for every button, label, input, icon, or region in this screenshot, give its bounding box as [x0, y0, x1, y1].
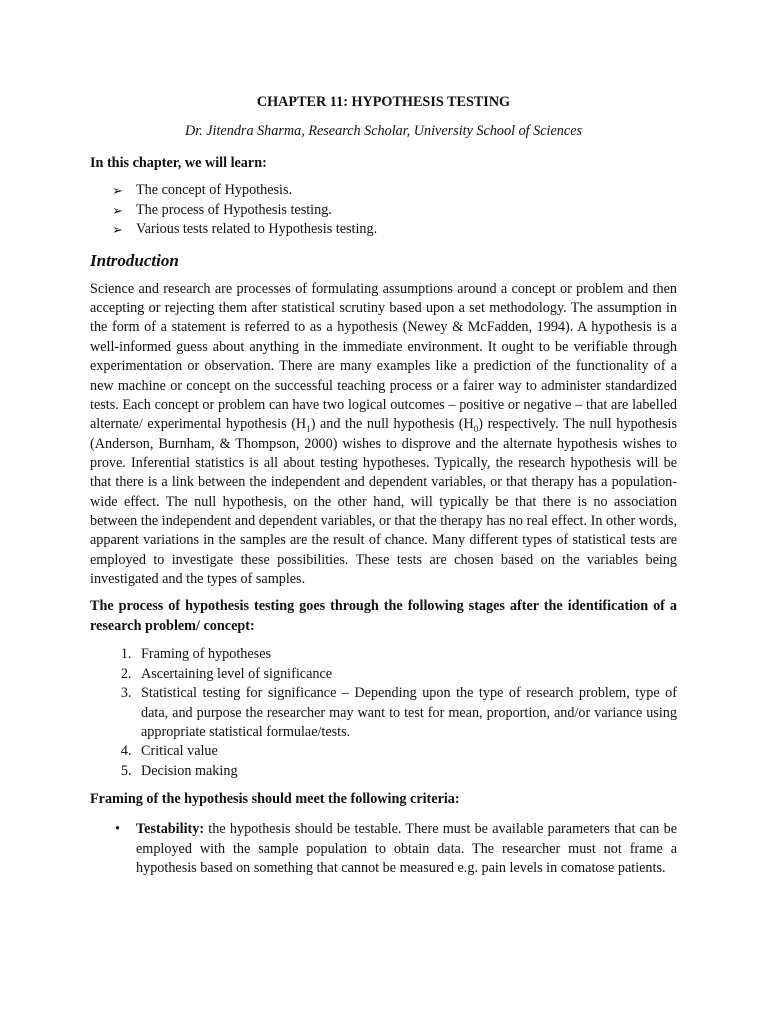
chapter-title: CHAPTER 11: HYPOTHESIS TESTING — [256, 94, 511, 110]
author-line: Dr. Jitendra Sharma, Research Scholar, University School of Sciences — [184, 123, 583, 139]
learn-heading: In this chapter, we will learn: — [90, 155, 267, 171]
criteria-text: the hypothesis should be testable. There must be available parameters that can be employed with the sample population to obtain data. The researcher must not frame a hypothesis based on something that cannot be measured e.g. pain levels in comatose patients. — [136, 821, 677, 876]
list-item — [112, 201, 677, 221]
arrow-bullet-icon: ➢ — [112, 183, 123, 198]
learn-item-text: Various tests related to Hypothesis testing. — [136, 221, 378, 238]
list-item: 5. Decision making — [135, 762, 677, 781]
learn-list — [90, 181, 677, 240]
intro-text-part2: ) and the null hypothesis (H — [310, 416, 474, 433]
bullet-icon: • — [115, 821, 120, 838]
intro-text-part1: Science and research are processes of formulating assumptions around a concept or problem and then accepting or rejecting them after statistical scrutiny based upon a set methodology. The assumption in the form of a statement is referred to as a hypothesis (Newey & McFadden, 1994). A hypothesis is a well-informed guess about anything in the immediate environment. It ought to be verifiable through experimentation or observation. There are many examples like a prediction of the functionality of a new machine or concept on the successful teaching process or a fairer way to administer standardized tests. Each concept or problem can have two logical outcomes – positive or negative – that are labelled alternate/ experimental hypothesis (H — [90, 280, 677, 433]
stages-list — [90, 645, 677, 781]
list-item: 4. Critical value — [135, 742, 677, 761]
criteria-term: Testability: — [136, 821, 205, 838]
list-item — [115, 820, 677, 878]
learn-item-text: The process of Hypothesis testing. — [136, 201, 332, 218]
list-item: 1. Framing of hypotheses — [135, 645, 677, 664]
introduction-paragraph — [90, 280, 677, 590]
list-item — [112, 220, 677, 240]
arrow-bullet-icon: ➢ — [112, 222, 123, 238]
list-item — [112, 181, 677, 201]
introduction-heading: Introduction — [90, 250, 179, 270]
document-page — [90, 92, 677, 878]
subscript-0: 0 — [473, 424, 479, 435]
criteria-list — [90, 820, 677, 878]
criteria-heading: Framing of the hypothesis should meet the following criteria: — [90, 791, 460, 808]
intro-text-part3: ) respectively. The null hypothesis (Anderson, Burnham, & Thompson, 2000) wishes to disprove and the alternate hypothesis wishes to prove. Inferential statistics is all about testing hypotheses. Typically, the research hypothesis will be that there is a link between the independent and dependent variables, or that therapy has a population-wide effect. The null hypothesis, on the other hand, will typically be that there is no association between the independent and dependent variables, or that the therapy has no real effect. In other words, apparent variations in the samples are the result of chance. Many different types of statistical tests are employed to investigate these possibilities. These tests are chosen based on the variables being investigated and the types of samples. — [90, 416, 677, 587]
process-heading: The process of hypothesis testing goes through the following stages after the identification of a research problem/ concept: — [90, 598, 677, 634]
arrow-bullet-icon: ➢ — [112, 202, 123, 218]
subscript-1: 1 — [306, 424, 311, 435]
list-item: 2. Ascertaining level of significance — [135, 665, 677, 684]
list-item: 3. Statistical testing for significance – Depending upon the type of research problem, type of data, and purpose the researcher may want to test for mean, proportion, and/or variance using appropriate statistical formulae/tests. — [135, 684, 677, 742]
learn-item-text: The concept of Hypothesis. — [136, 182, 293, 198]
